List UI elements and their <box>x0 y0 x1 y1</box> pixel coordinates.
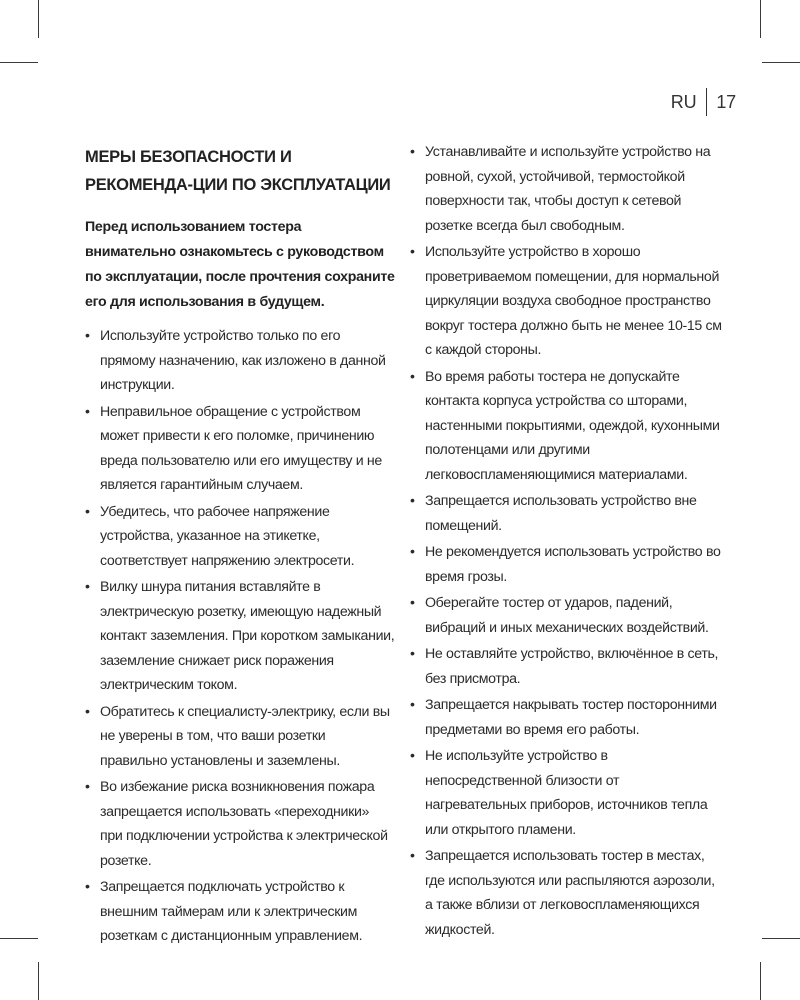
crop-mark-bottom-right <box>760 962 761 1000</box>
crop-mark-bottom-left <box>38 962 39 1000</box>
header-divider <box>706 88 707 116</box>
left-safety-list <box>85 324 395 949</box>
crop-mark-top-right-h <box>762 62 800 63</box>
list-item: • Обратитесь к специалисту-электрику, если вы не уверены в том, что ваши розетки правильно установлены и заземлены. <box>85 703 390 769</box>
language-label: RU <box>670 91 697 112</box>
right-safety-list <box>410 140 722 942</box>
list-item: • Используйте устройство только по его прямому назначению, как изложено в данной инструкции. <box>85 328 386 393</box>
list-item: • Не оставляйте устройство, включённое в сеть, без присмотра. <box>410 646 719 687</box>
list-item: • Запрещается накрывать тостер посторонними предметами во время его работы. <box>410 697 717 738</box>
list-item: • Оберегайте тостер от ударов, падений, вибраций и иных механических воздействий. <box>410 595 709 636</box>
intro-paragraph: Перед использованием тостера внимательно ознакомьтесь с руководством по эксплуатации, после прочтения сохраните его для использования в будущем. <box>85 219 395 310</box>
list-item: • Во время работы тостера не допускайте контакта корпуса устройства со шторами, настенными покрытиями, одеждой, кухонными полотенцами или другими легковоспламеняющимися материалами. <box>410 368 720 483</box>
section-title: МЕРЫ БЕЗОПАСНОСТИ И РЕКОМЕНДА-ЦИИ ПО ЭКСПЛУАТАЦИИ <box>85 148 391 194</box>
page-header <box>671 88 736 116</box>
right-column <box>410 140 722 944</box>
list-item: • Неправильное обращение с устройством может привести к его поломке, причинению вреда пользователю или его имуществу и не является гарантийным случаем. <box>85 403 382 493</box>
list-item: • Не рекомендуется использовать устройство во время грозы. <box>410 544 721 585</box>
list-item: • Используйте устройство в хорошо проветриваемом помещении, для нормальной циркуляции воздуха свободное пространство вокруг тостера должно быть не менее 10-15 см с каждой стороны. <box>410 244 722 358</box>
crop-mark-top-left-h <box>0 62 38 63</box>
list-item: • Запрещается использовать устройство вне помещений. <box>410 493 697 534</box>
crop-mark-top-left <box>38 0 39 38</box>
crop-mark-top-right <box>760 0 761 38</box>
list-item: • Вилку шнура питания вставляйте в электрическую розетку, имеющую надежный контакт заземления. При коротком замыкании, заземление снижает риск поражения электрическим током. <box>85 579 395 693</box>
list-item: • Во избежание риска возникновения пожара запрещается использовать «переходники» при подключении устройства к электрической розетке. <box>85 779 388 869</box>
crop-mark-bottom-left-h <box>0 938 38 939</box>
left-column <box>85 140 395 951</box>
list-item: • Запрещается использовать тостер в местах, где используются или распыляются аэрозоли, а также вблизи от легковоспламеняющихся жидкостей. <box>410 848 715 938</box>
list-item: • Устанавливайте и используйте устройство на ровной, сухой, устойчивой, термостойкой поверхности так, чтобы доступ к сетевой розетке всегда был свободным. <box>410 144 711 234</box>
list-item: • Убедитесь, что рабочее напряжение устройства, указанное на этикетке, соответствует напряжению электросети. <box>85 503 355 569</box>
list-item: • Запрещается подключать устройство к внешним таймерам или к электрическим розеткам с дистанционным управлением. <box>85 879 363 944</box>
list-item: • Не используйте устройство в непосредственной близости от нагревательных приборов, источников тепла или открытого пламени. <box>410 748 708 838</box>
page-number: 17 <box>716 91 736 112</box>
crop-mark-bottom-right-h <box>762 938 800 939</box>
